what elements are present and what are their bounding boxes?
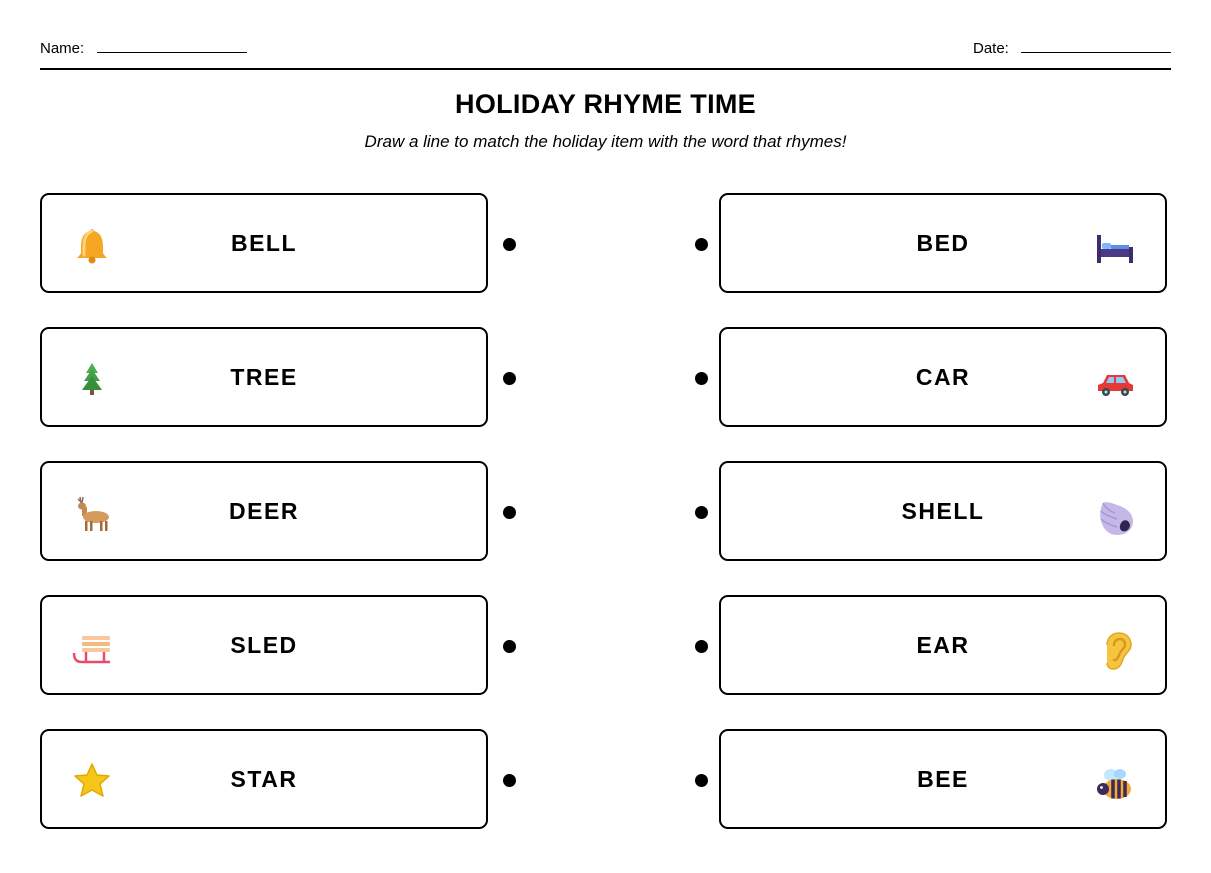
right-card-ear bbox=[719, 595, 1167, 695]
left-card-tree bbox=[40, 327, 488, 427]
left-word: STAR bbox=[230, 765, 298, 792]
ear-icon bbox=[1095, 631, 1135, 671]
right-card-shell bbox=[719, 461, 1167, 561]
right-card-bed bbox=[719, 193, 1167, 293]
right-match-dot[interactable] bbox=[695, 640, 708, 653]
name-label: Name: bbox=[40, 40, 85, 57]
left-match-dot[interactable] bbox=[503, 640, 516, 653]
right-word: EAR bbox=[916, 631, 970, 658]
left-match-dot[interactable] bbox=[503, 774, 516, 787]
right-match-dot[interactable] bbox=[695, 506, 708, 519]
left-match-dot[interactable] bbox=[503, 506, 516, 519]
left-word: TREE bbox=[230, 363, 298, 390]
star-icon bbox=[72, 761, 112, 801]
left-match-dot[interactable] bbox=[503, 372, 516, 385]
name-field-line[interactable] bbox=[97, 52, 247, 53]
left-card-star bbox=[40, 729, 488, 829]
instructions: Draw a line to match the holiday item with the word that rhymes! bbox=[364, 132, 847, 151]
left-word: DEER bbox=[229, 497, 299, 524]
right-word: BEE bbox=[917, 765, 969, 792]
right-word: CAR bbox=[915, 363, 971, 390]
christmas-tree-icon bbox=[72, 359, 112, 399]
car-icon bbox=[1095, 363, 1135, 403]
left-card-deer bbox=[40, 461, 488, 561]
bed-icon bbox=[1095, 229, 1135, 269]
right-match-dot[interactable] bbox=[695, 372, 708, 385]
right-word: BED bbox=[916, 229, 970, 256]
header-divider bbox=[40, 68, 1171, 70]
left-card-bell bbox=[40, 193, 488, 293]
left-word: SLED bbox=[230, 631, 298, 658]
left-word: BELL bbox=[230, 229, 298, 256]
left-card-sled bbox=[40, 595, 488, 695]
left-match-dot[interactable] bbox=[503, 238, 516, 251]
bell-icon bbox=[72, 225, 112, 265]
shell-icon bbox=[1095, 497, 1135, 537]
date-label: Date: bbox=[973, 40, 1009, 57]
page-title: HOLIDAY RHYME TIME bbox=[455, 89, 756, 119]
date-field-line[interactable] bbox=[1021, 52, 1171, 53]
right-match-dot[interactable] bbox=[695, 774, 708, 787]
right-card-car bbox=[719, 327, 1167, 427]
bee-icon bbox=[1095, 765, 1135, 805]
right-word: SHELL bbox=[901, 497, 985, 524]
right-match-dot[interactable] bbox=[695, 238, 708, 251]
right-card-bee bbox=[719, 729, 1167, 829]
deer-icon bbox=[72, 493, 112, 533]
sled-icon bbox=[72, 627, 112, 667]
